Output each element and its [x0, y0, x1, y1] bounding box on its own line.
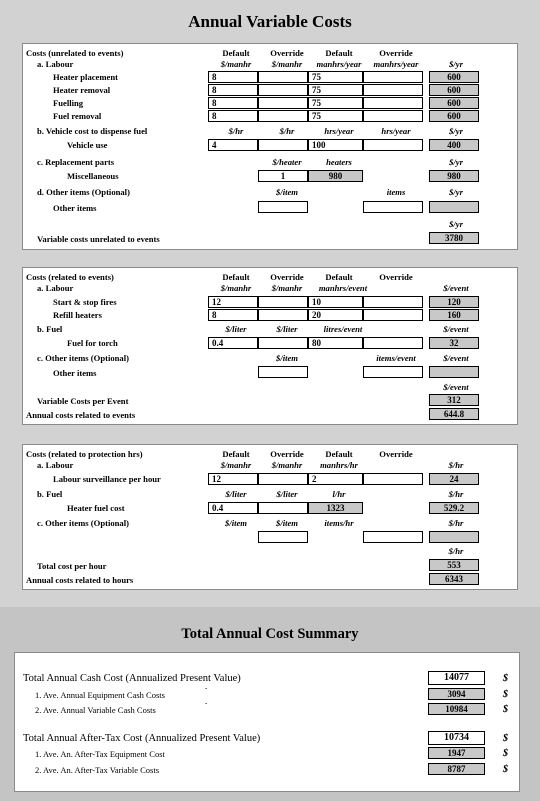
unit-label: heaters: [326, 157, 352, 167]
annual-label: Annual costs related to hours: [26, 575, 134, 585]
override-rate-input[interactable]: [258, 97, 308, 109]
col-default-2: Default: [325, 48, 353, 58]
override-hours-input[interactable]: [363, 473, 423, 485]
col-override: Override: [270, 48, 304, 58]
unit-label: $/event: [443, 283, 469, 293]
aftertax-total-label: Total Annual After-Tax Cost (Annualized Present Value): [23, 733, 261, 744]
row-label: Fuel for torch: [67, 338, 118, 348]
aftertax-equip-label: 1. Ave. An. After-Tax Equipment Cost: [35, 749, 165, 759]
col-default-2: Default: [325, 449, 353, 459]
override-amount-input[interactable]: [363, 337, 423, 349]
currency-label: $: [503, 748, 508, 759]
currency-label: $: [503, 673, 508, 684]
row-label: Fuelling: [53, 98, 84, 108]
default-hours-cell: 75: [308, 110, 363, 122]
unit-label: manhrs/year: [373, 59, 419, 69]
unit-label: $/yr: [449, 219, 463, 229]
unit-label: l/hr: [332, 489, 346, 499]
override-rate-input[interactable]: [258, 473, 308, 485]
cash-equip-label: 1. Ave. Annual Equipment Cash Costs: [35, 690, 165, 700]
unit-label: items/hr: [324, 518, 354, 528]
override-rate-input[interactable]: [258, 337, 308, 349]
row-label: Vehicle use: [67, 140, 108, 150]
unit-label: items/event: [376, 353, 416, 363]
total-cell: 3780: [429, 232, 479, 244]
unit-label: $/manhr: [271, 283, 303, 293]
amount-cell: 1323: [308, 502, 363, 514]
row-label: Other items: [53, 203, 97, 213]
annual-label: Annual costs related to events: [26, 410, 136, 420]
count-cell: 980: [308, 170, 363, 182]
total-cell: 980: [429, 170, 479, 182]
col-override: Override: [270, 272, 304, 282]
default-hours-cell: 75: [308, 71, 363, 83]
unit-label: $/heater: [272, 157, 302, 167]
col-override-2: Override: [379, 48, 413, 58]
default-hours-cell: 2: [308, 473, 363, 485]
total-cell: 120: [429, 296, 479, 308]
parts-label: c. Replacement parts: [37, 157, 115, 167]
unit-label: $/hr: [448, 489, 464, 499]
total-cell: 400: [429, 139, 479, 151]
row-label: Miscellaneous: [67, 171, 119, 181]
cash-var-cell: 10984: [428, 703, 485, 715]
default-hours-cell: 75: [308, 84, 363, 96]
other-count-input[interactable]: [363, 201, 423, 213]
unit-label: $/hr: [228, 126, 244, 136]
section-heading: Costs (related to protection hrs): [26, 449, 143, 459]
total-cell: [429, 531, 479, 543]
col-override-2: Override: [379, 449, 413, 459]
other-rate-input[interactable]: [258, 531, 308, 543]
unit-label: $/liter: [276, 489, 298, 499]
currency-label: $: [503, 689, 508, 700]
unit-label: hrs/year: [381, 126, 411, 136]
default-rate-cell: 12: [208, 296, 258, 308]
default-rate-cell: 0.4: [208, 337, 258, 349]
default-rate-cell: 8: [208, 71, 258, 83]
row-label: Start & stop fires: [53, 297, 117, 307]
currency-label: $: [503, 764, 508, 775]
default-rate-cell: 8: [208, 97, 258, 109]
unit-label: $/yr: [449, 187, 463, 197]
unit-label: $/item: [276, 353, 298, 363]
other-rate-input[interactable]: [258, 366, 308, 378]
override-hours-input[interactable]: [363, 110, 423, 122]
currency-label: $: [503, 704, 508, 715]
labour-label: a. Labour: [37, 283, 74, 293]
annual-cell: 644.8: [429, 408, 479, 420]
total-cell: 600: [429, 110, 479, 122]
other-count-input[interactable]: [363, 366, 423, 378]
aftertax-total-cell: 10734: [428, 731, 485, 745]
unit-label: $/yr: [449, 59, 463, 69]
override-rate-input[interactable]: [258, 110, 308, 122]
other-count-input[interactable]: [363, 531, 423, 543]
marker-icon: ˘: [205, 687, 208, 695]
unit-label: $/event: [443, 353, 469, 363]
cash-equip-cell: 3094: [428, 688, 485, 700]
default-hours-cell: 10: [308, 296, 363, 308]
per-hour-label: Total cost per hour: [37, 561, 107, 571]
row-label: Other items: [53, 368, 97, 378]
total-cell: 160: [429, 309, 479, 321]
section-heading: Costs (related to events): [26, 272, 114, 282]
override-rate-input[interactable]: [258, 139, 308, 151]
default-rate-cell: 8: [208, 84, 258, 96]
total-cell: 32: [429, 337, 479, 349]
unit-label: manhrs/hr: [320, 460, 358, 470]
unit-label: $/yr: [449, 157, 463, 167]
unit-label: $/yr: [449, 126, 463, 136]
unit-label: $/item: [225, 518, 247, 528]
aftertax-var-label: 2. Ave. An. After-Tax Variable Costs: [35, 765, 160, 775]
unit-label: litres/event: [323, 324, 363, 334]
unit-label: $/hr: [448, 546, 464, 556]
total-cell: [429, 366, 479, 378]
default-hours-cell: 100: [308, 139, 363, 151]
override-hours-input[interactable]: [363, 97, 423, 109]
total-label: Variable costs unrelated to events: [37, 234, 160, 244]
override-hours-input[interactable]: [363, 296, 423, 308]
col-default: Default: [222, 272, 250, 282]
per-event-label: Variable Costs per Event: [37, 396, 129, 406]
unit-label: $/liter: [225, 324, 247, 334]
row-label: Heater placement: [53, 72, 118, 82]
default-rate-cell: 12: [208, 473, 258, 485]
unit-label: $/event: [443, 324, 469, 334]
default-rate-cell: 0.4: [208, 502, 258, 514]
total-cell: 529.2: [429, 502, 479, 514]
row-label: Heater fuel cost: [67, 503, 125, 513]
override-hours-input[interactable]: [363, 84, 423, 96]
col-default: Default: [222, 48, 250, 58]
fuel-label: b. Fuel: [37, 324, 63, 334]
col-default: Default: [222, 449, 250, 459]
fuel-label: b. Fuel: [37, 489, 63, 499]
unit-label: $/manhr: [220, 283, 252, 293]
unit-label: $/hr: [448, 460, 464, 470]
unit-label: $/manhr: [271, 59, 303, 69]
per-hour-cell: 553: [429, 559, 479, 571]
unit-label: manhrs/year: [316, 59, 362, 69]
unit-label: hrs/year: [324, 126, 354, 136]
override-rate-input[interactable]: [258, 84, 308, 96]
summary-panel: [14, 652, 520, 792]
default-rate-cell: 8: [208, 110, 258, 122]
col-override: Override: [270, 449, 304, 459]
aftertax-equip-cell: 1947: [428, 747, 485, 759]
cash-var-label: 2. Ave. Annual Variable Cash Costs: [35, 705, 156, 715]
aftertax-var-cell: 8787: [428, 763, 485, 775]
section-protection-hours: [22, 444, 518, 590]
labour-label: a. Labour: [37, 59, 74, 69]
unit-label: manhrs/event: [318, 283, 368, 293]
override-rate-input[interactable]: [258, 309, 308, 321]
unit-label: $/manhr: [271, 460, 303, 470]
unit-label: $/liter: [225, 489, 247, 499]
unit-label: $/liter: [276, 324, 298, 334]
unit-label: items: [386, 187, 406, 197]
vehicle-label: b. Vehicle cost to dispense fuel: [37, 126, 148, 136]
unit-label: $/item: [276, 187, 298, 197]
default-hours-cell: 75: [308, 97, 363, 109]
section-heading: Costs (unrelated to events): [26, 48, 124, 58]
default-amount-cell: 80: [308, 337, 363, 349]
page-title: Annual Variable Costs: [188, 12, 352, 31]
annual-cell: 6343: [429, 573, 479, 585]
total-cell: 600: [429, 84, 479, 96]
other-rate-input[interactable]: [258, 201, 308, 213]
total-cell: 600: [429, 71, 479, 83]
summary-title: Total Annual Cost Summary: [181, 626, 359, 642]
override-rate-input[interactable]: [258, 502, 308, 514]
unit-label: $/hr: [279, 126, 295, 136]
section-unrelated-events: [22, 43, 518, 250]
cash-total-label: Total Annual Cash Cost (Annualized Present Value): [23, 673, 241, 684]
unit-label: $/item: [276, 518, 298, 528]
unit-label: $/hr: [448, 518, 464, 528]
unit-label: $/manhr: [220, 460, 252, 470]
per-event-cell: 312: [429, 394, 479, 406]
total-cell: 24: [429, 473, 479, 485]
labour-label: a. Labour: [37, 460, 74, 470]
default-hours-cell: 20: [308, 309, 363, 321]
row-label: Heater removal: [53, 85, 111, 95]
total-cell: 600: [429, 97, 479, 109]
other-items-label: d. Other items (Optional): [37, 187, 130, 197]
marker-icon: ˘: [205, 702, 208, 710]
section-related-events: [22, 267, 518, 425]
col-override-2: Override: [379, 272, 413, 282]
other-items-label: c. Other items (Optional): [37, 353, 129, 363]
cash-total-cell: 14077: [428, 671, 485, 685]
row-label: Refill heaters: [53, 310, 102, 320]
other-items-label: c. Other items (Optional): [37, 518, 129, 528]
default-rate-cell: 4: [208, 139, 258, 151]
override-hours-input[interactable]: [363, 139, 423, 151]
unit-label: $/event: [443, 382, 469, 392]
rate-cell: 1: [258, 170, 308, 182]
unit-label: $/manhr: [220, 59, 252, 69]
row-label: Fuel removal: [53, 111, 102, 121]
row-label: Labour surveillance per hour: [53, 474, 161, 484]
override-hours-input[interactable]: [363, 71, 423, 83]
total-cell: [429, 201, 479, 213]
col-default-2: Default: [325, 272, 353, 282]
override-rate-input[interactable]: [258, 71, 308, 83]
override-rate-input[interactable]: [258, 296, 308, 308]
currency-label: $: [503, 733, 508, 744]
default-rate-cell: 8: [208, 309, 258, 321]
override-hours-input[interactable]: [363, 309, 423, 321]
